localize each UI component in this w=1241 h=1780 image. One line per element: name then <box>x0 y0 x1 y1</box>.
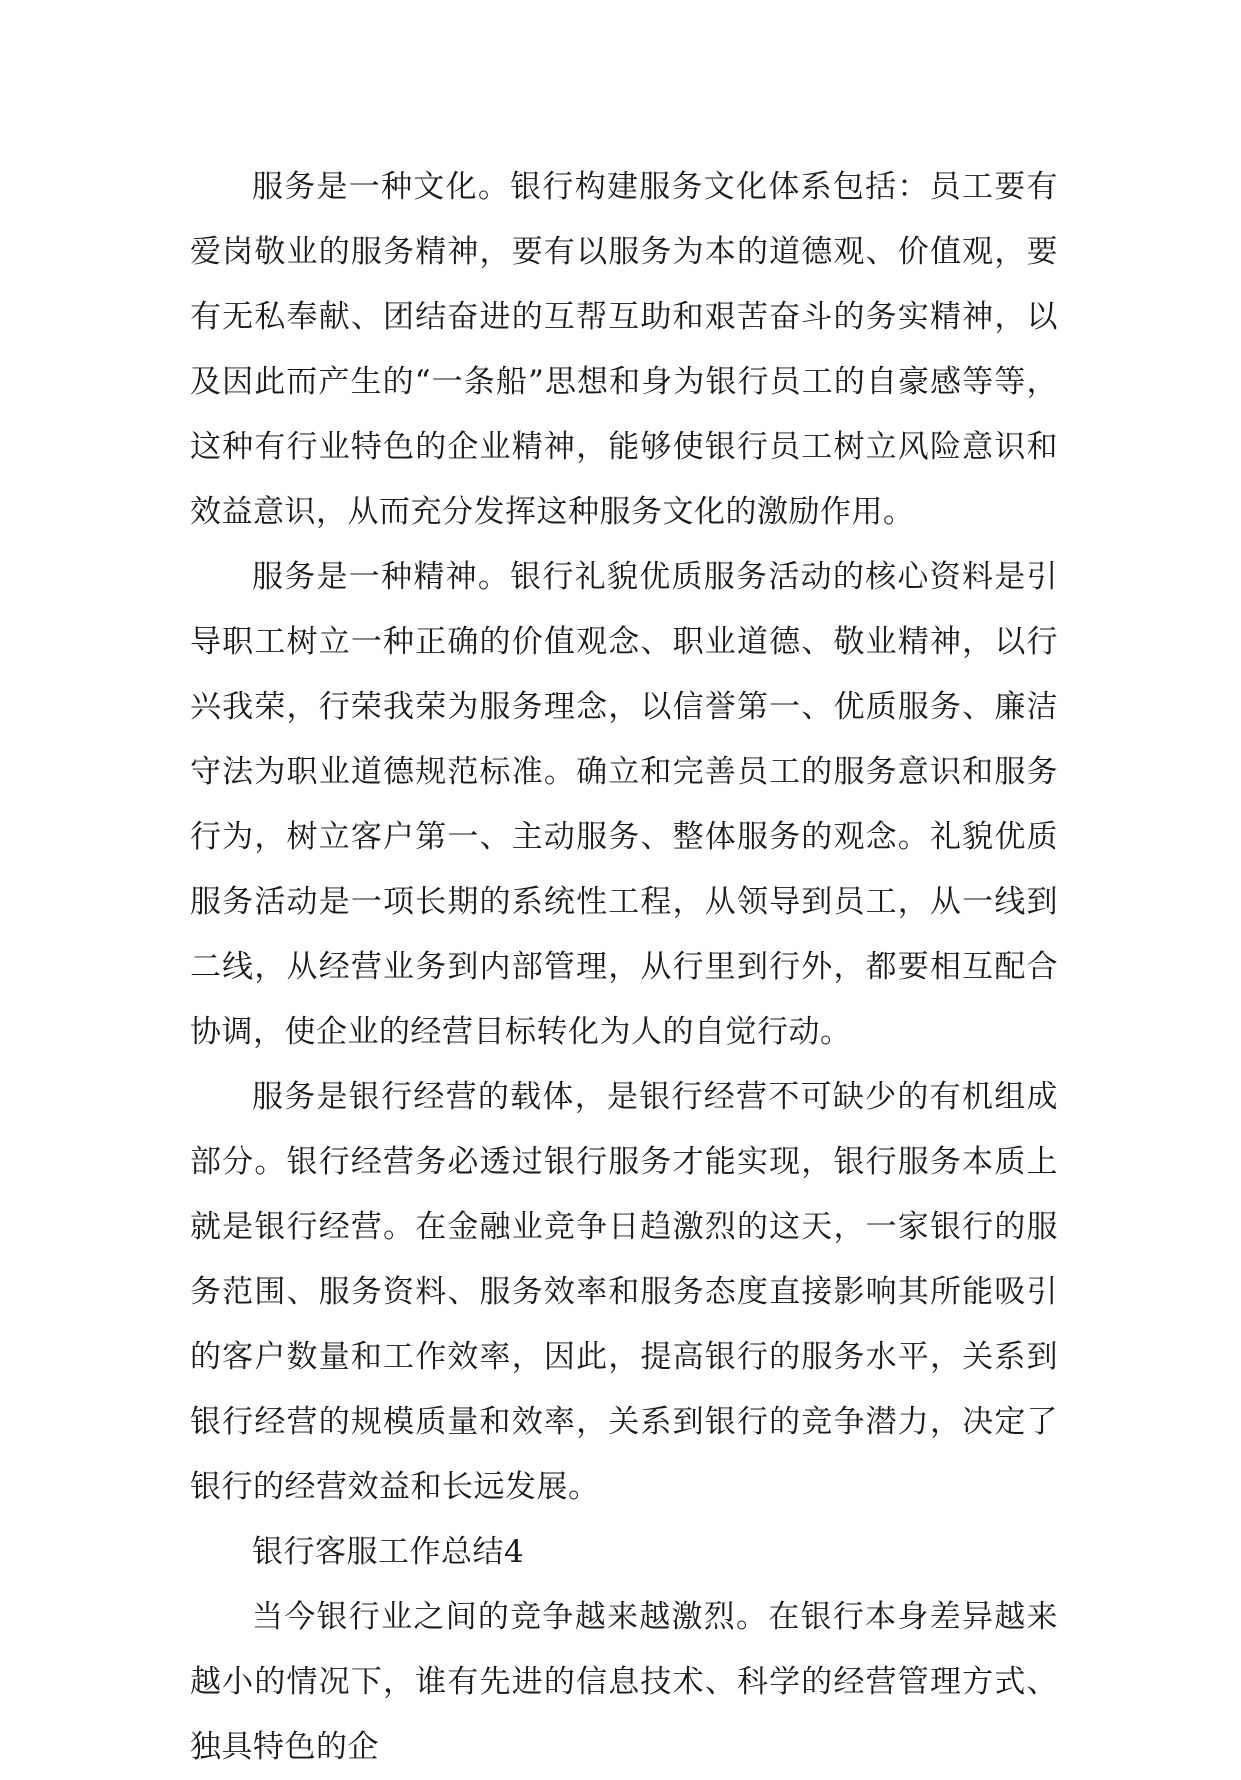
paragraph-service-carrier: 服务是银行经营的载体，是银行经营不可缺少的有机组成部分。银行经营务必透过银行服务才能实现，银行服务本质上就是银行经营。在金融业竞争日趋激烈的这天，一家银行的服务范围、服务资料、服务效率和服务态度直接影响其所能吸引的客户数量和工作效率，因此，提高银行的服务水平，关系到银行经营的规模质量和效率，关系到银行的竞争潜力，决定了银行的经营效益和长远发展。 <box>190 1079 1058 1505</box>
section-heading: 银行客服工作总结4 <box>252 1534 525 1570</box>
paragraph-service-spirit: 服务是一种精神。银行礼貌优质服务活动的核心资料是引导职工树立一种正确的价值观念、职业道德、敬业精神，以行兴我荣，行荣我荣为服务理念，以信誉第一、优质服务、廉洁守法为职业道德规范标准。确立和完善员工的服务意识和服务行为，树立客户第一、主动服务、整体服务的观念。礼貌优质服务活动是一项长期的系统性工程，从领导到员工，从一线到二线，从经营业务到内部管理，从行里到行外，都要相互配合协调，使企业的经营目标转化为人的自觉行动。 <box>190 559 1058 1050</box>
document-body <box>190 155 1058 1780</box>
paragraph-competition: 当今银行业之间的竞争越来越激烈。在银行本身差异越来越小的情况下，谁有先进的信息技术、科学的经营管理方式、独具特色的企 <box>190 1599 1058 1765</box>
paragraph-service-culture: 服务是一种文化。银行构建服务文化体系包括：员工要有爱岗敬业的服务精神，要有以服务为本的道德观、价值观，要有无私奉献、团结奋进的互帮互助和艰苦奋斗的务实精神，以及因此而产生的“一条船”思想和身为银行员工的自豪感等等，这种有行业特色的企业精神，能够使银行员工树立风险意识和效益意识，从而充分发挥这种服务文化的激励作用。 <box>190 169 1058 530</box>
